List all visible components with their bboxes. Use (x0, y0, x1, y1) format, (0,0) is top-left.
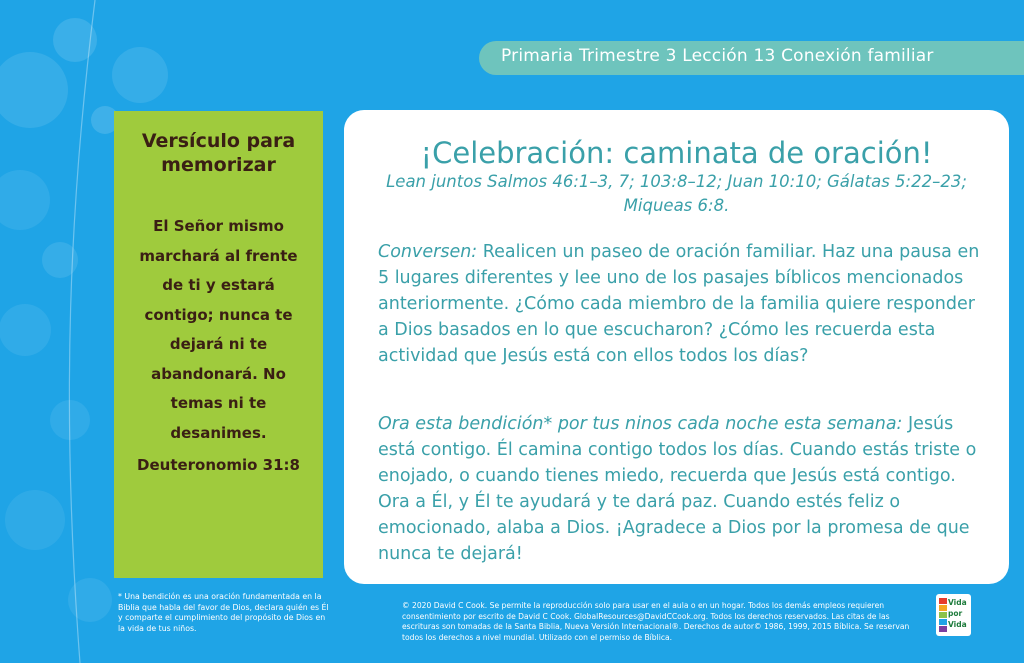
activity-title: ¡Celebración: caminata de oración! (420, 136, 933, 170)
logo-text (948, 597, 970, 630)
activity-card (344, 110, 1009, 584)
logo-line-1: Vida (948, 598, 967, 607)
copyright-notice: © 2020 David C Cook. Se permite la reproducción solo para usar en el aula o en un hogar. Todos los demás empleos requieren consentimiento por escrito de David C Cook. GlobalResources@DavidCCook.org. Todos los derechos reservados. Las citas de las escrituras son tomadas de la Santa Biblia, Nueva Versión Internacional®. Derechos de autor© 1986, 1999, 2015 Bíblica. Se reservan todos los derechos a nivel mundial. Utilizado con el permiso de Bíblica. (402, 601, 910, 642)
scripture-references: Lean juntos Salmos 46:1–3, 7; 103:8–12; Juan 10:10; Gálatas 5:22–23; Miqueas 6:8. (386, 172, 967, 215)
blessing-footnote: * Una bendición es una oración fundamentada en la Biblia que habla del favor de Dios, declara quién es Él y comparte el cumplimiento del propósito de Dios en la vida de tus niños. (118, 592, 329, 633)
memory-verse-reference: Deuteronomio 31:8 (137, 456, 300, 474)
logo-line-2: por (948, 609, 963, 618)
memory-verse-card (114, 111, 323, 578)
memory-verse-text: El Señor mismo marchará al frente de ti y estará contigo; nunca te dejará ni te abandonará. No temas ni te desanimes. (139, 217, 298, 442)
blessing-text: Jesús está contigo. Él camina contigo todos los días. Cuando estás triste o enojado, o cuando tienes miedo, recuerda que Jesús está contigo. Ora a Él, y Él te ayudará y te dará paz. Cuando estés feliz o emocionado, alaba a Dios. ¡Agradece a Dios por la promesa de que nunca te dejará! (378, 414, 977, 564)
discuss-paragraph (378, 239, 988, 369)
verse-card-title: Versículo para memorizar (141, 130, 296, 176)
blessing-label: Ora esta bendición* por tus ninos cada noche esta semana: (378, 414, 903, 434)
logo-line-3: Vida (948, 620, 967, 629)
lesson-header (479, 41, 1024, 75)
discuss-text: Realicen un paseo de oración familiar. Haz una pausa en 5 lugares diferentes y lee uno de los pasajes bíblicos mencionados anteriormente. ¿Cómo cada miembro de la familia quiere responder a Dios basados en lo que escucharon? ¿Cómo les recuerda esta actividad que Jesús está con ellos todos los días? (378, 242, 980, 366)
blessing-paragraph (378, 411, 988, 567)
discuss-label: Conversen: (378, 242, 478, 262)
logo-stripes-icon (939, 598, 947, 632)
vida-por-vida-logo (936, 594, 971, 636)
header-title: Primaria Trimestre 3 Lección 13 Conexión familiar (501, 46, 934, 66)
